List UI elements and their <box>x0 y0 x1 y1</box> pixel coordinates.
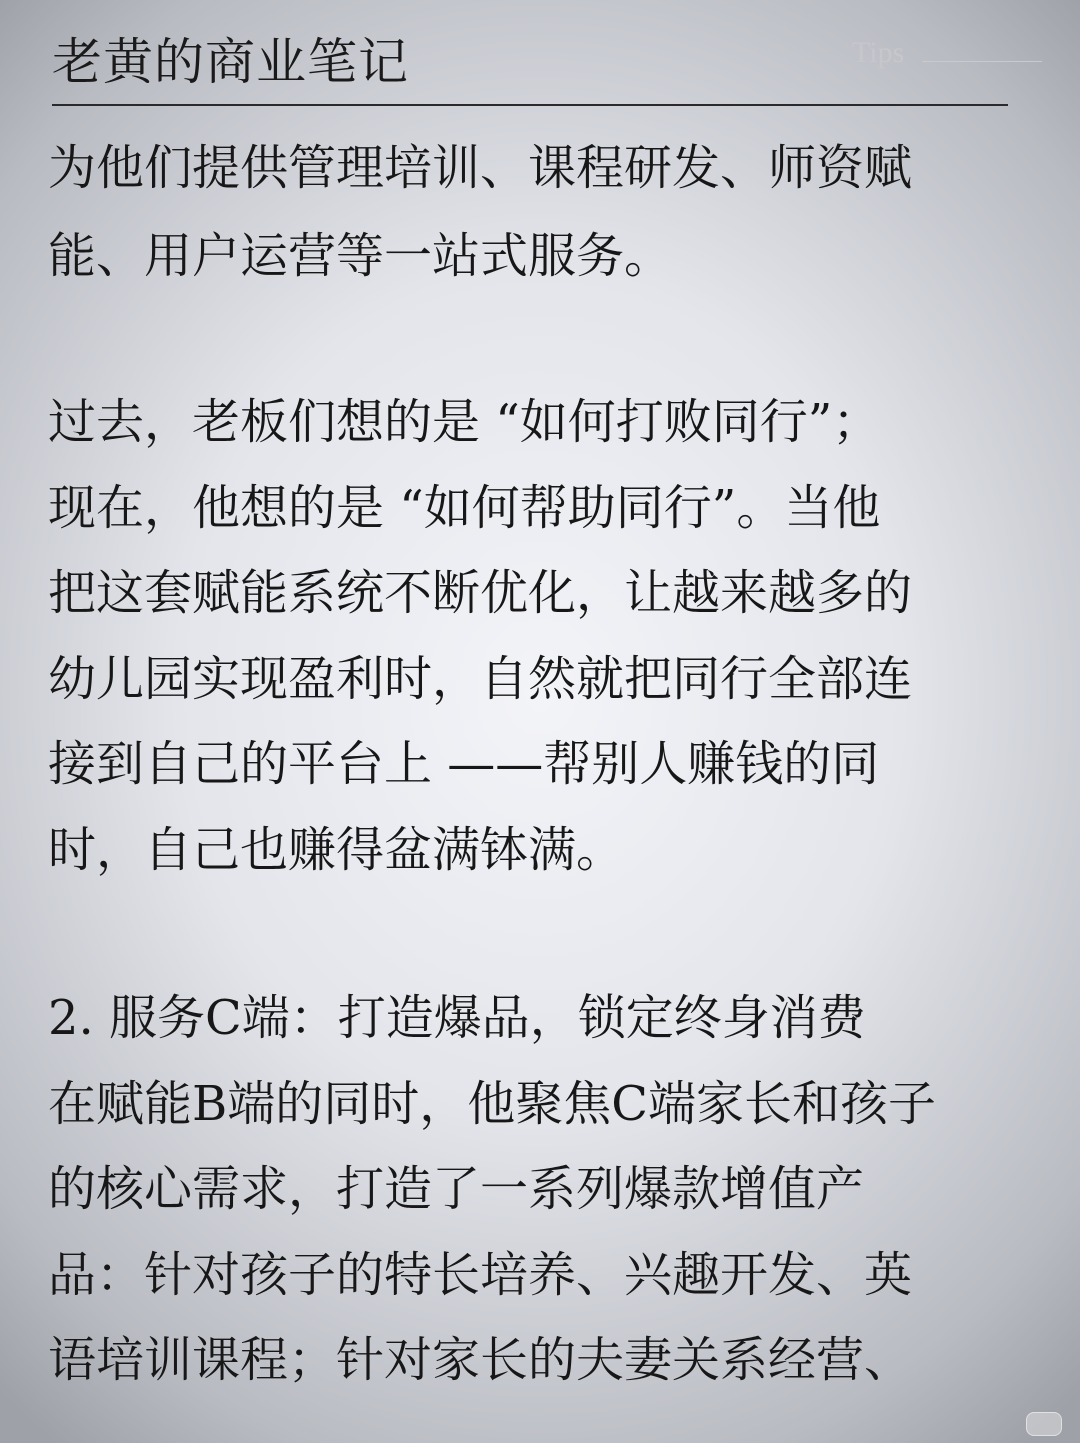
body-line: 为他们提供管理培训、课程研发、师资赋 <box>48 140 913 196</box>
body-line: 现在，他想的是 “如何帮助同行”。当他 <box>48 480 881 536</box>
body-line: 能、用户运营等一站式服务。 <box>48 228 673 284</box>
header-divider <box>52 104 1008 106</box>
watermark-badge <box>1026 1412 1062 1436</box>
body-line: 品：针对孩子的特长培养、兴趣开发、英 <box>48 1247 913 1303</box>
tips-label: Tips <box>852 36 905 69</box>
body-line: 的核心需求，打造了一系列爆款增值产 <box>48 1161 865 1217</box>
body-line: 把这套赋能系统不断优化，让越来越多的 <box>48 565 913 621</box>
body-line: 过去，老板们想的是 “如何打败同行”； <box>48 394 881 450</box>
body-line: 接到自己的平台上 ——帮别人赚钱的同 <box>48 736 880 792</box>
body-line: 在赋能B端的同时，他聚焦C端家长和孩子 <box>48 1076 937 1132</box>
body-line: 时，自己也赚得盆满钵满。 <box>48 822 625 878</box>
body-line: 幼儿园实现盈利时，自然就把同行全部连 <box>48 651 913 707</box>
body-line: 语培训课程；针对家长的夫妻关系经营、 <box>48 1332 913 1388</box>
tips-underline <box>922 61 1042 62</box>
section-heading: 2. 服务C端：打造爆品，锁定终身消费 <box>48 990 866 1046</box>
page-title: 老黄的商业笔记 <box>52 33 409 91</box>
